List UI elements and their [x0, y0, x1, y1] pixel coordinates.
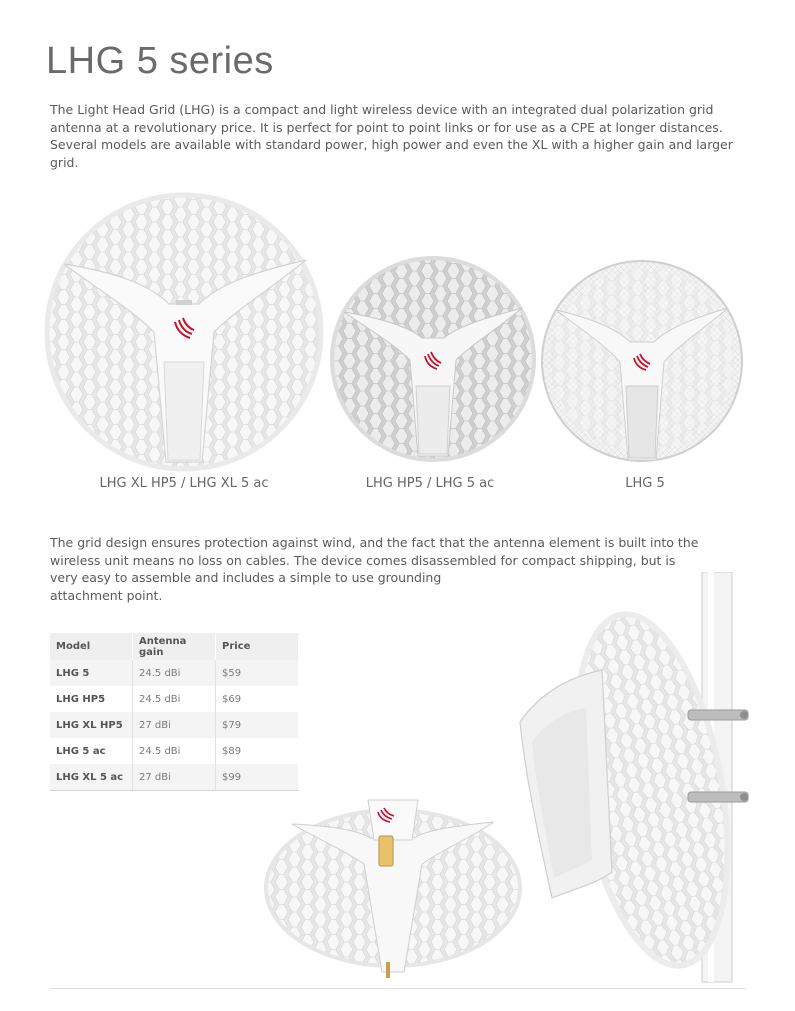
- body-line: The grid design ensures protection against wind, and the fact that the antenna element is built into the: [50, 535, 699, 550]
- cell-model: LHG HP5: [50, 686, 133, 712]
- intro-line: antenna at a revolutionary price. It is perfect for point to point links or for use as a CPE at longer distances.: [50, 119, 723, 135]
- lhg-5-product-image: [540, 258, 744, 464]
- cell-price: $79: [216, 712, 299, 738]
- cell-price: $89: [216, 738, 299, 764]
- body-line: wireless unit means no loss on cables. The device comes disassembled for compact shipping, but is: [50, 552, 676, 568]
- table-row: [50, 712, 298, 738]
- cell-gain: 24.5 dBi: [133, 660, 216, 686]
- product-caption: LHG XL HP5 / LHG XL 5 ac: [99, 476, 269, 491]
- cell-model: LHG XL HP5: [50, 712, 133, 738]
- lhg-hp5-product-image: [330, 256, 536, 462]
- table-row: [50, 660, 298, 686]
- body-line: attachment point.: [50, 587, 163, 603]
- table-row: [50, 738, 298, 764]
- intro-line: Several models are available with standard power, high power and even the XL with a higher gain and larger: [50, 137, 733, 152]
- cell-gain: 24.5 dBi: [133, 686, 216, 712]
- product-caption: LHG HP5 / LHG 5 ac: [365, 476, 495, 491]
- cell-gain: 27 dBi: [133, 764, 216, 791]
- cell-gain: 27 dBi: [133, 712, 216, 738]
- cell-price: $69: [216, 686, 299, 712]
- column-header-price: Price: [216, 633, 299, 660]
- cell-model: LHG 5 ac: [50, 738, 133, 764]
- intro-line: The Light Head Grid (LHG) is a compact and light wireless device with an integrated dual polarization grid: [50, 102, 714, 117]
- specs-table: [50, 633, 298, 791]
- table-row: [50, 686, 298, 712]
- table-header-row: [50, 633, 298, 660]
- lhg-pole-mount-image: [512, 572, 758, 984]
- cell-price: $59: [216, 660, 299, 686]
- footer-divider: [50, 988, 746, 989]
- lhg-xl-product-image: [44, 192, 324, 472]
- product-caption: LHG 5: [625, 476, 665, 491]
- column-header-model: Model: [50, 633, 133, 660]
- intro-paragraph: [50, 101, 733, 171]
- table-row: [50, 764, 298, 791]
- lhg-front-view-image: [262, 792, 524, 978]
- cell-model: LHG 5: [50, 660, 133, 686]
- intro-line: grid.: [50, 154, 79, 170]
- page-title: LHG 5 series: [46, 40, 274, 82]
- cell-model: LHG XL 5 ac: [50, 764, 133, 791]
- cell-gain: 24.5 dBi: [133, 738, 216, 764]
- body-line: very easy to assemble and includes a simple to use grounding: [50, 570, 442, 585]
- column-header-gain: Antenna gain: [133, 633, 216, 660]
- cell-price: $99: [216, 764, 299, 791]
